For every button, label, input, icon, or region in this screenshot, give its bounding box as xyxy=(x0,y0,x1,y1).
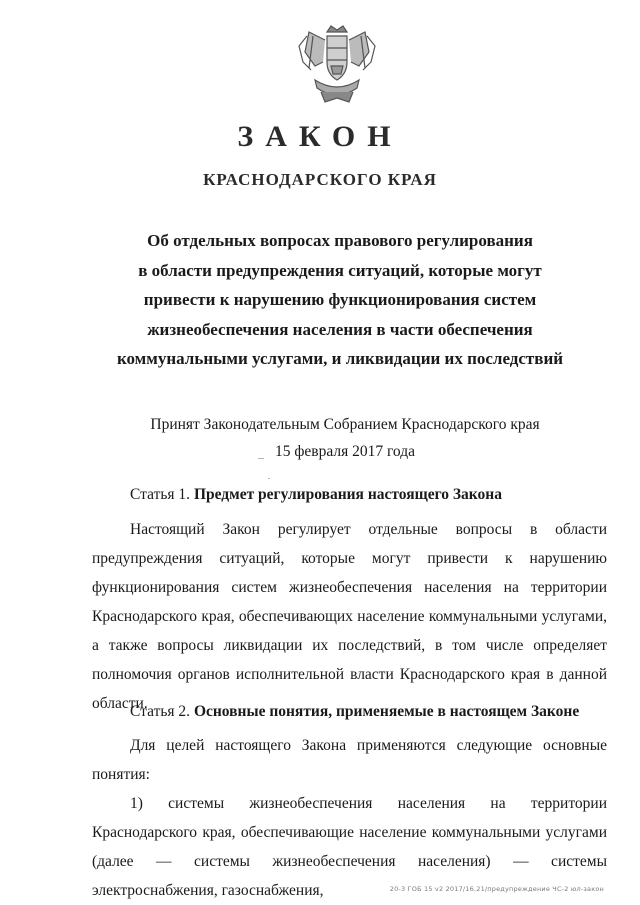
adoption-line: Принят Законодательным Собранием Краснодарского края xyxy=(150,416,540,433)
article-2-paragraph: Для целей настоящего Закона применяются следующие основные понятия: xyxy=(92,737,607,783)
heading-line: в области предупреждения ситуаций, которые могут xyxy=(138,260,542,280)
scan-speck xyxy=(258,458,264,459)
article-number: Статья 1. xyxy=(130,486,191,503)
article-2-paragraph: 1) системы жизнеобеспечения населения на территории Краснодарского края, обеспечивающие население коммунальными услугами (далее — системы жизнеобеспечения населения) — системы электроснабжения, газоснабжения, xyxy=(92,795,607,899)
article-1-title xyxy=(130,486,502,504)
article-heading: Основные понятия, применяемые в настоящем Законе xyxy=(193,703,580,720)
scan-speck xyxy=(268,478,270,479)
law-title: ЗАКОН xyxy=(237,120,403,153)
heading-line: Об отдельных вопросах правового регулирования xyxy=(147,231,533,250)
article-heading: Предмет регулирования настоящего Закона xyxy=(193,486,502,503)
law-subtitle: КРАСНОДАРСКОГО КРАЯ xyxy=(203,170,437,189)
article-2-title xyxy=(130,703,579,721)
document-heading xyxy=(90,226,590,374)
adoption-date: 15 февраля 2017 года xyxy=(274,443,416,460)
heading-line: привести к нарушению функционирования систем xyxy=(143,290,537,309)
krasnodar-coat-of-arms-icon xyxy=(295,22,379,106)
heading-line: жизнеобеспечения населения в части обеспечения xyxy=(147,319,533,339)
footer-file-note: 20-3 ГОБ 15 v2 2017/16.21/предупреждение ЧС-2 юл-закон xyxy=(389,885,604,893)
heading-line: коммунальными услугами, и ликвидации их последствий xyxy=(116,349,564,368)
article-1-paragraph: Настоящий Закон регулирует отдельные вопросы в области предупреждения ситуаций, которые могут привести к нарушению функционирования систем жизнеобеспечения населения на территории Краснодарского края, обеспечивающих население коммунальными услугами, а также вопросы ликвидации их последствий, в том числе определяет полномочия органов исполнительной власти Краснодарского края в данной области. xyxy=(92,521,607,712)
article-number: Статья 2. xyxy=(130,703,191,720)
adoption-block xyxy=(100,411,590,465)
